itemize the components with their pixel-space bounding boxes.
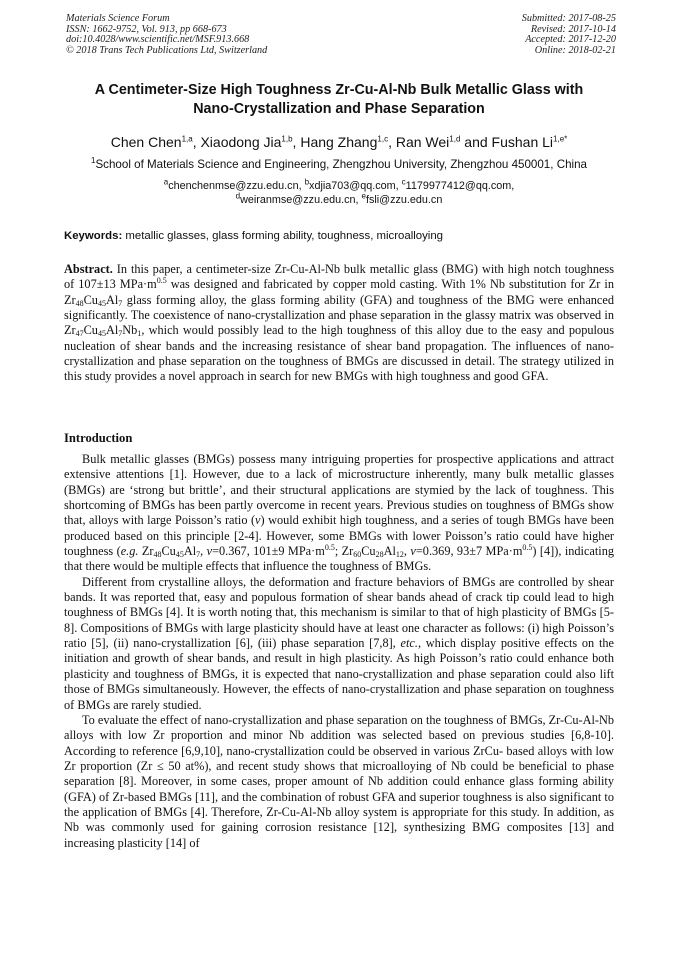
author-separator: ,	[292, 134, 301, 150]
author-name: Fushan Li	[491, 134, 554, 150]
email-mark: d	[235, 191, 241, 201]
subscript: 47	[75, 329, 84, 339]
subscript: 7	[196, 550, 201, 560]
intro-paragraph-2	[64, 575, 614, 713]
exponent: 0.5	[324, 543, 335, 553]
affiliation-text: School of Materials Science and Engineering, Zhengzhou University, Zhengzhou 450001, China	[95, 158, 587, 171]
exponent: 0.5	[522, 543, 533, 553]
paragraph-text: Different from crystalline alloys, the deformation and fracture behaviors of BMGs are controlled by shear bands. It was reported that, easy and populous formation of shear bands ahead of crack tip could lead to high toughness of BMGs [4]. It is worth noting that, this mechanism is similar to that of high plasticity of BMGs [5-8]. Compositions of BMGs with large plasticity should have at least one character as follows: (i) high Poisson’s ratio [5], (ii) nano-crystallization [6], (iii) phase separation [7,8],	[64, 574, 614, 651]
emphasis-text: e.g.	[120, 544, 139, 559]
email-address[interactable]: 1179977412@qq.com,	[405, 180, 515, 192]
paper-title-line-1: A Centimeter-Size High Toughness Zr-Cu-Al-Nb Bulk Metallic Glass with	[94, 82, 584, 98]
abstract-text: glass forming alloy, the glass forming ability (GFA) and toughness of the BMG were enhanced significantly. The coexistence of nano-crystallization and phase separation in the glassy matrix was observed in Zr	[64, 292, 614, 338]
date-revised: Revised: 2017-10-14	[530, 23, 616, 35]
abstract-label: Abstract.	[64, 262, 113, 276]
date-accepted: Accepted: 2017-12-20	[525, 34, 616, 46]
paragraph-text: =0.367, 101±9 MPa·m	[212, 544, 325, 559]
author-separator: and	[460, 134, 492, 150]
email-line-2	[60, 193, 618, 207]
email-address[interactable]: xdjia703@qq.com,	[309, 180, 402, 192]
introduction-body	[64, 452, 614, 851]
keywords-label: Keywords:	[64, 230, 123, 242]
author-affiliation-mark: 1,b	[281, 134, 293, 144]
section-heading-introduction: Introduction	[64, 431, 133, 445]
author-name: Hang Zhang	[300, 134, 378, 150]
author-name: Ran Wei	[395, 134, 450, 150]
author-name: Xiaodong Jia	[200, 134, 282, 150]
paragraph-text: ; Zr	[334, 544, 354, 559]
abstract-text: , which would possibly lead to the high toughness of this alloy due to the easy and populous nucleation of shear bands and the increasing resistance of shear band propagation. The influences of nano-crystallization and phase separation on the toughness of BMGs are discussed in detail. The strategy utilized in this study provides a novel approach in search for new BMGs with high toughness and good GFA.	[64, 323, 614, 384]
subscript: 48	[75, 298, 84, 308]
abstract-text: was designed and fabricated by copper mold casting. With 1% Nb substitution for Zr in Zr	[64, 277, 614, 307]
emphasis-text: etc.	[400, 636, 418, 651]
affiliation	[40, 157, 638, 172]
email-line-1	[60, 179, 618, 193]
subscript: 1	[137, 329, 142, 339]
author-list	[40, 133, 638, 151]
journal-name: Materials Science Forum	[66, 13, 170, 24]
paragraph-text: Zr	[138, 544, 154, 559]
email-mark: b	[304, 177, 310, 187]
author-affiliation-mark: 1,a	[181, 134, 193, 144]
paper-title	[50, 81, 628, 119]
exponent: 0.5	[156, 276, 167, 286]
date-submitted: Submitted: 2017-08-25	[521, 13, 616, 24]
email-mark: a	[163, 177, 169, 187]
abstract	[64, 262, 614, 385]
paragraph-text: Bulk metallic glasses (BMGs) possess many intriguing properties for prospective applications and attract extensive attentions [1]. However, due to a lack of microstructure inherently, many bulk metallic glasses (BMGs) are ‘strong but brittle’, and their structural applications are stymied by the lack of toughness. This shortcoming of BMGs has been partly overcome in recent years. Previous studies on toughness of BMGs show that, alloys with large Poisson’s ratio (	[64, 452, 614, 528]
subscript: 45	[175, 550, 184, 560]
author-affiliation-mark: 1,e*	[553, 134, 568, 144]
intro-paragraph-3: To evaluate the effect of nano-crystallization and phase separation on the toughness of BMGs, Zr-Cu-Al-Nb alloys with low Zr proportion and minor Nb addition was selected based on previous studies [6,8-10]. According to reference [6,9,10], nano-crystallization could be observed in various ZrCu- based alloys with low Zr proportion (Zr ≤ 50 at%), and recent study shows that microalloying of Nb could be beneficial to phase separation [8]. Moreover, in some cases, proper amount of Nb addition could enhance glass forming ability (GFA) of Zr-based BMGs [11], and the combination of robust GFA and superior toughness is also significant to the application of BMGs [4]. Therefore, Zr-Cu-Al-Nb alloy system is appropriate for this study. In addition, as Nb was commonly used for gaining corrosion resistance [12], synthesizing BMG composites [13] and increasing plasticity [14] of	[64, 712, 614, 850]
subscript: 45	[97, 298, 106, 308]
abstract-paragraph: Abstract. In this paper, a centimeter-size Zr-Cu-Al-Nb bulk metallic glass (BMG) with high notch toughness of 107±13 $MPa\cdot m^{0.5}$ was designed and fabricated by copper mold casting. With 1% Nb substitution for Zr in $Zr_{48}Cu_{45}Al_7$ glass forming alloy, the glass forming ability (GFA) and toughness of the BMG were enhanced significantly. The coexistence of nano-crystallization and phase separation in the glassy matrix was observed in $Zr_{47}Cu_{45}Al_7Nb_1$, which would possibly lead to the high toughness of this alloy due to the easy and populous nucleation of shear bands and the increasing resistance of shear band propagation. The influences of nano-crystallization and phase separation on the toughness of BMGs are discussed in detail. The strategy utilized in this study provides a novel approach in search for new BMGs with high toughness and good GFA.	[64, 262, 614, 384]
keywords	[64, 229, 614, 244]
subscript: 12	[395, 550, 404, 560]
journal-doi: doi:10.4028/www.scientific.net/MSF.913.668	[66, 34, 250, 46]
paragraph-text: ,	[403, 544, 411, 559]
email-mark: c	[401, 177, 406, 187]
date-online: Online: 2018-02-21	[534, 44, 616, 56]
journal-info	[66, 14, 267, 56]
author-emails	[60, 179, 618, 207]
email-mark: e	[361, 191, 366, 201]
paper-title-line-2: Nano-Crystallization and Phase Separation	[193, 101, 485, 117]
paragraph-text: ) would exhibit high toughness, and a series of tough BMGs have been produced based on this principle [2-4]. However, some BMGs with lower Poisson’s ratio could have higher toughness (	[64, 513, 614, 559]
author-affiliation-mark: 1,c	[377, 134, 389, 144]
subscript: 7	[118, 298, 123, 308]
submission-dates	[522, 14, 616, 56]
paragraph-text: , which display positive effects on the initiation and growth of shear bands, and result in high plasticity. As high Poisson’s ratio could enhance both plasticity and toughness of BMGs, it is expected that nano-crystallization and phase separation could also lift those of BMGs simultaneously. However, the effects of nano-crystallization and phase separation on toughness of BMGs are rarely studied.	[64, 636, 614, 712]
subscript: 48	[153, 550, 162, 560]
subscript: 7	[118, 329, 123, 339]
paragraph-text: =0.369, 93±7 MPa·m	[415, 544, 523, 559]
affiliation-mark: 1	[91, 156, 96, 166]
subscript: 60	[353, 550, 362, 560]
email-address[interactable]: fsli@zzu.edu.cn	[365, 194, 443, 206]
author-name: Chen Chen	[110, 134, 182, 150]
email-address[interactable]: chenchenmse@zzu.edu.cn,	[168, 180, 305, 192]
keywords-text: metallic glasses, glass forming ability, toughness, microalloying	[122, 230, 443, 242]
author-separator: ,	[192, 134, 201, 150]
poisson-symbol: v	[410, 544, 416, 559]
subscript: 45	[97, 329, 106, 339]
subscript: 28	[375, 550, 384, 560]
poisson-symbol: v	[255, 513, 261, 528]
paragraph-text: ,	[200, 544, 207, 559]
abstract-text: In this paper, a centimeter-size Zr-Cu-Al-Nb bulk metallic glass (BMG) with high notch toughness of 107±13 MPa·m	[64, 262, 614, 292]
intro-paragraph-1: Bulk metallic glasses (BMGs) possess many intriguing properties for prospective applications and attract extensive attentions [1]. However, due to a lack of microstructure inherently, many bulk metallic glasses (BMGs) are ‘strong but brittle’, and their structural applications are stymied by the lack of toughness. This shortcoming of BMGs has been partly overcome in recent years. Previous studies on toughness of BMGs show that, alloys with large Poisson’s ratio (v) would exhibit high toughness, and a series of tough BMGs have been produced based on this principle [2-4]. However, some BMGs with lower Poisson’s ratio could have higher toughness (e.g. $Zr_{48}Cu_{45}Al_7$, v=0.367, 101±9 $MPa\cdot m^{0.5}$; $Zr_{60}Cu_{28}Al_{12}$, v=0.369, 93±7 $MPa\cdot m^{0.5}$) [4]), indicating that there would be multiple effects that influence the toughness of BMGs.	[64, 452, 614, 574]
poisson-symbol: v	[206, 544, 213, 559]
author-affiliation-mark: 1,d	[449, 134, 461, 144]
author-separator: ,	[388, 134, 396, 150]
paragraph-text: ) [4]), indicating that there would be multiple effects that influence the toughness of BMGs.	[64, 544, 614, 574]
journal-issn: ISSN: 1662-9752, Vol. 913, pp 668-673	[66, 23, 227, 35]
journal-copyright: © 2018 Trans Tech Publications Ltd, Switzerland	[66, 44, 268, 56]
email-address[interactable]: weiranmse@zzu.edu.cn,	[240, 194, 362, 206]
